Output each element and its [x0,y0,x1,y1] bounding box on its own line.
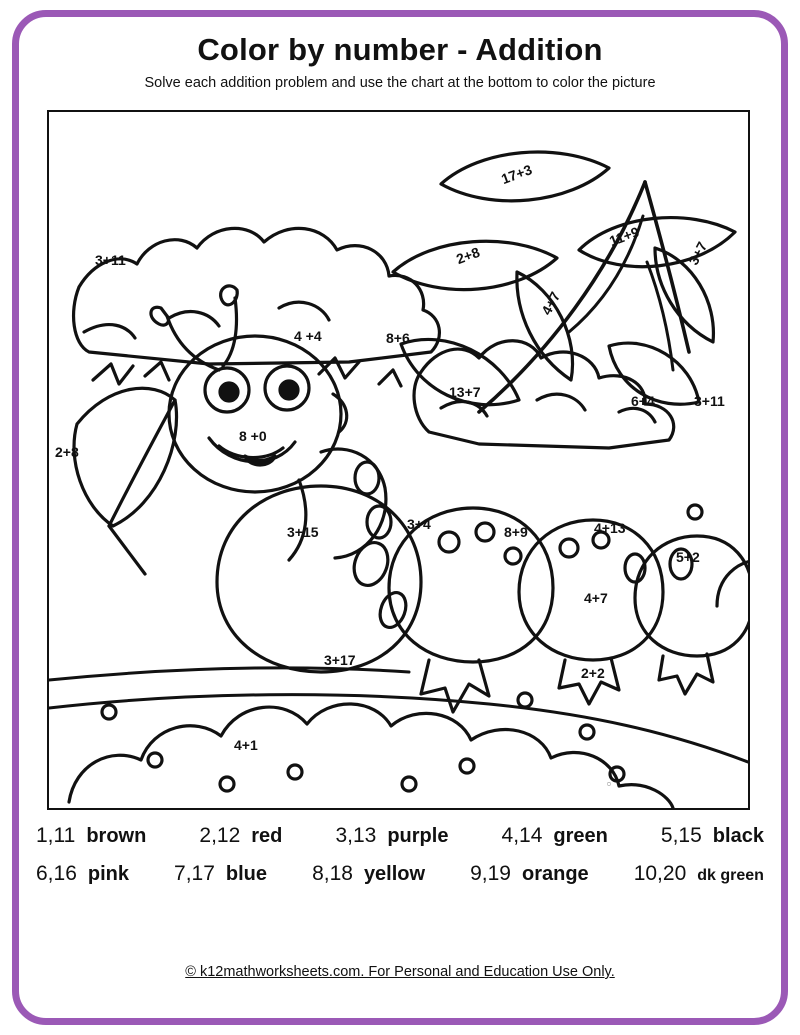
color-key-item [661,824,764,848]
color-key-item [36,824,146,848]
color-key-item [174,862,267,886]
problem-label: 2+2 [581,665,605,681]
color-key-numbers: 9,19 [470,862,511,885]
color-key-numbers: 2,12 [199,824,241,847]
problem-label: 13+7 [449,384,481,400]
problem-label: 3+11 [694,393,725,409]
color-key-color: blue [225,863,268,885]
problem-label: 8 +0 [239,428,267,444]
page-title: Color by number - Addition [197,32,603,67]
problem-label: 2+8 [454,243,482,268]
color-key-numbers: 3,13 [335,824,377,847]
color-key-row [36,862,764,886]
color-key-row [36,824,764,848]
color-key-item [470,862,589,886]
problem-label: 4 +4 [294,328,322,344]
worksheet-content [30,24,770,1014]
color-key-item [199,824,282,848]
problem-label: 11+9 [607,223,642,250]
color-key-color: dk green [697,867,764,884]
problem-label: 3+4 [407,516,431,532]
color-key-numbers: 1,11 [36,824,76,847]
color-key [36,824,764,900]
problem-label: 8+6 [386,330,410,346]
problem-label: 4+1 [234,737,258,753]
color-key-color: yellow [363,863,426,885]
color-key-color: purple [387,825,449,847]
color-key-numbers: 5,15 [660,824,702,847]
problem-label: 5+2 [676,549,700,565]
color-key-numbers: 8,18 [312,862,353,885]
color-key-color: green [553,825,608,847]
problem-label: 8+9 [504,524,528,540]
problem-label: 3+15 [287,524,319,540]
problem-label: 4+7 [584,590,608,606]
page-subtitle: Solve each addition problem and use the chart at the bottom to color the picture [144,75,656,91]
problem-label: 3+7 [685,239,711,268]
color-key-color: orange [521,863,589,885]
color-key-color: red [251,825,283,847]
problem-label: 4+13 [594,520,626,536]
color-key-item [634,862,764,886]
color-key-numbers: 6,16 [36,862,77,885]
caterpillar-line-art [49,112,748,808]
color-key-color: brown [86,825,147,847]
problem-label: 6+4 [631,393,655,409]
coloring-picture [47,110,750,810]
footer-credit: © k12mathworksheets.com. For Personal and Education Use Only. [185,964,615,980]
color-key-numbers: 4,14 [501,824,543,847]
problem-label: 3+17 [324,652,356,668]
color-key-color: pink [87,863,129,885]
problem-label: 2+8 [55,444,79,460]
color-key-numbers: 10,20 [633,862,687,885]
color-key-item [502,824,608,848]
problem-label: 4+7 [538,289,564,318]
color-key-item [312,862,425,886]
color-key-item [36,862,129,886]
problem-label: 17+3 [499,161,535,188]
color-key-item [335,824,448,848]
color-key-color: black [712,825,764,847]
color-key-numbers: 7,17 [174,862,215,885]
problem-label: 3+11 [95,252,126,268]
